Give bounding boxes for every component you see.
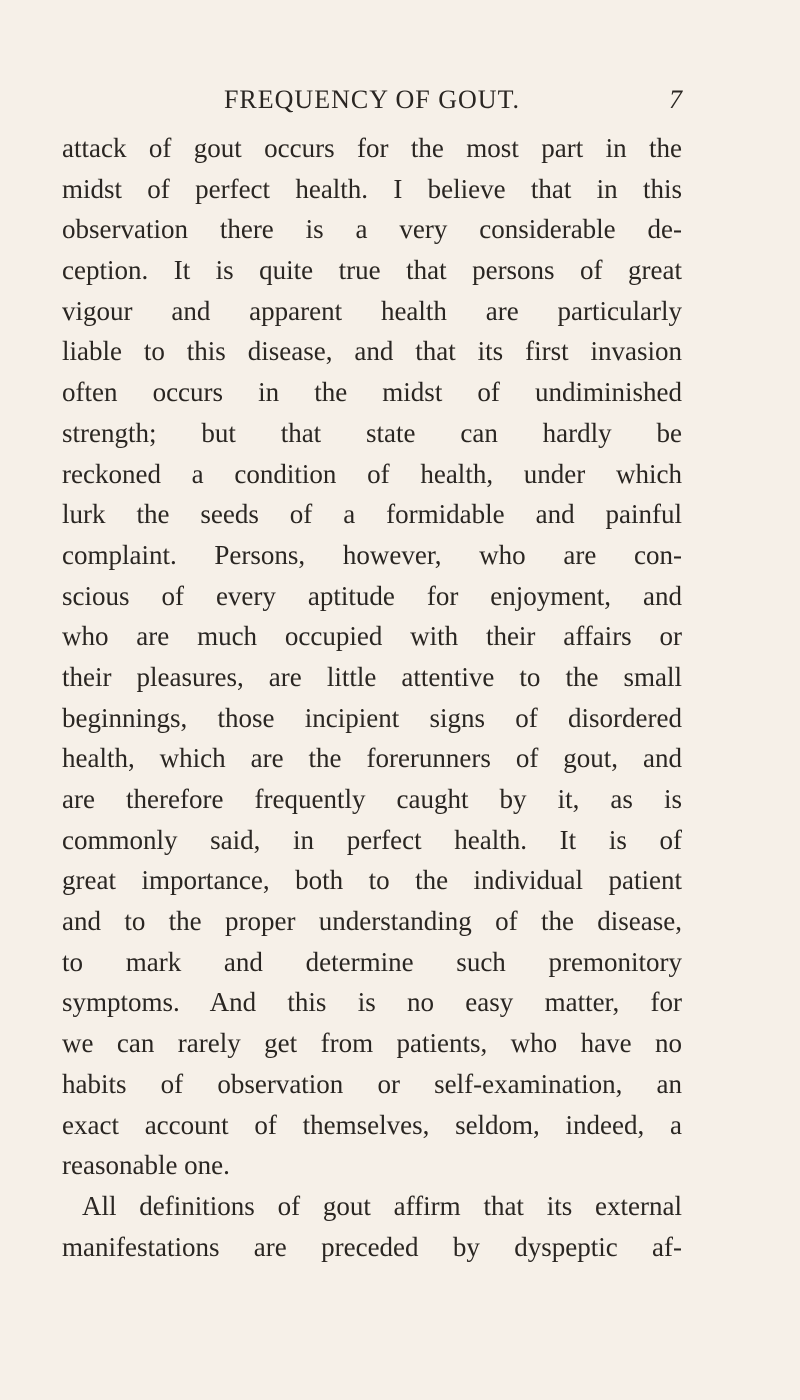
text-line: scious of every aptitude for enjoyment, and	[62, 580, 682, 611]
text-line: commonly said, in perfect health. It is of	[62, 824, 682, 855]
text-line: great importance, both to the individual patient	[62, 865, 682, 896]
text-line: to mark and determine such premonitory	[62, 946, 682, 977]
text-line: often occurs in the midst of undiminished	[62, 377, 682, 408]
running-head	[62, 84, 682, 116]
text-line: lurk the seeds of a formidable and painful	[62, 499, 682, 530]
body-text	[62, 128, 682, 1267]
text-line: are therefore frequently caught by it, as is	[62, 784, 682, 814]
text-line: observation there is a very considerable de-	[62, 214, 682, 245]
page-number: 7	[669, 85, 682, 114]
text-line: attack of gout occurs for the most part in the	[62, 133, 682, 163]
text-line: beginnings, those incipient signs of disordered	[62, 702, 682, 733]
text-line: habits of observation or self-examination, an	[62, 1068, 682, 1099]
text-line: strength; but that state can hardly be	[62, 417, 682, 448]
paragraph-end-line: reasonable one.	[62, 1150, 230, 1181]
running-title: FREQUENCY OF GOUT.	[223, 85, 521, 114]
text-line: complaint. Persons, however, who are con-	[62, 539, 682, 570]
text-line: ception. It is quite true that persons of great	[62, 255, 682, 286]
text-line: liable to this disease, and that its first invasion	[62, 336, 682, 367]
text-line: who are much occupied with their affairs or	[62, 621, 682, 652]
text-line: we can rarely get from patients, who have no	[62, 1028, 682, 1059]
text-line: manifestations are preceded by dyspeptic af-	[62, 1231, 682, 1262]
text-line: symptoms. And this is no easy matter, for	[62, 987, 682, 1018]
text-line: vigour and apparent health are particularly	[62, 295, 682, 326]
text-line: health, which are the forerunners of gout, and	[62, 743, 682, 774]
text-line: midst of perfect health. I believe that in this	[62, 173, 682, 204]
text-line: exact account of themselves, seldom, indeed, a	[62, 1109, 682, 1140]
paragraph-start-line: All definitions of gout affirm that its external	[82, 1190, 682, 1221]
text-line: their pleasures, are little attentive to the small	[62, 661, 682, 692]
text-line: and to the proper understanding of the disease,	[62, 906, 682, 937]
text-line: reckoned a condition of health, under which	[62, 458, 682, 489]
